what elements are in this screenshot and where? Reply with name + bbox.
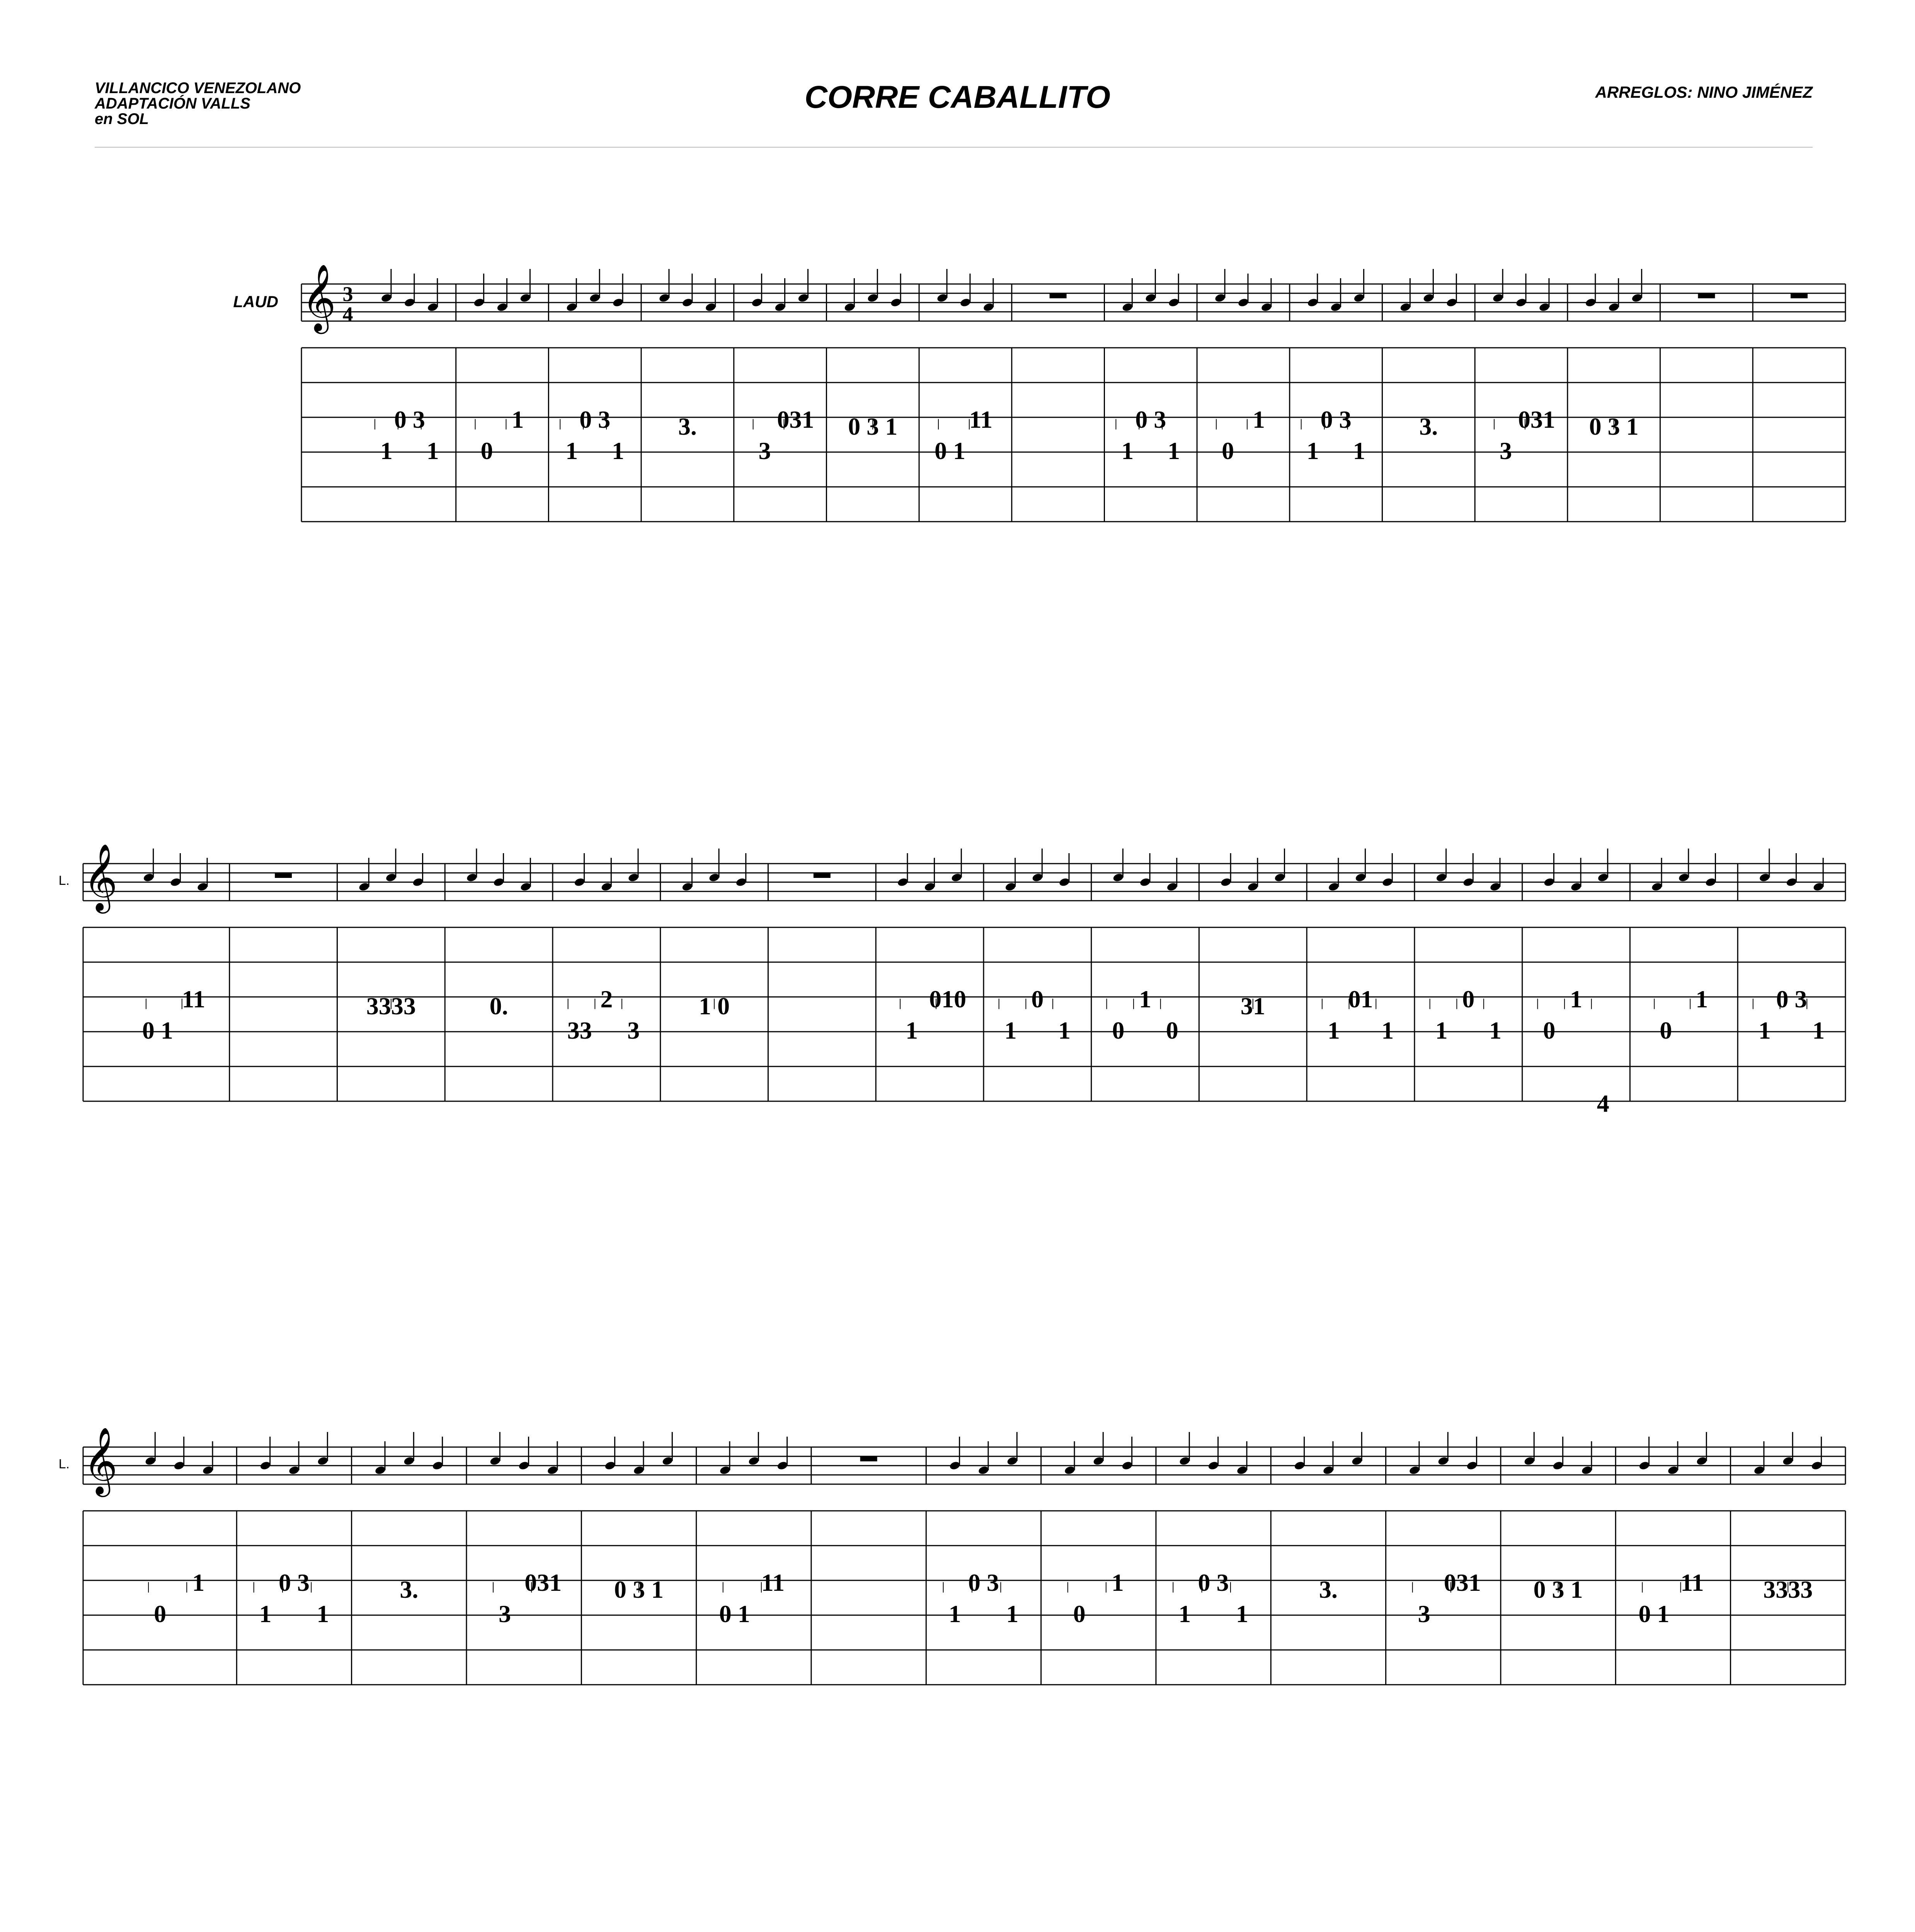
tab-fret-number: 0 (1660, 1017, 1672, 1044)
tab-fret-number: 31 (1240, 992, 1265, 1020)
tab-fret-number: 1 (1327, 1017, 1340, 1044)
treble-clef-icon: 𝄞 (301, 264, 336, 331)
subtitle-line-1: VILLANCICO VENEZOLANO (95, 80, 301, 97)
tab-fret-number: 1 (511, 406, 524, 433)
tab-fret-number: 11 (969, 406, 993, 433)
whole-rest-icon (1698, 293, 1715, 298)
tab-fret-number: 0 3 (279, 1569, 310, 1596)
tab-fret-number: 0 3 1 (848, 413, 898, 440)
subtitle-line-3: en SOL (95, 111, 149, 128)
instrument-label: LAUD (233, 293, 278, 311)
tab-fret-number: 1 (1139, 985, 1152, 1013)
tab-fret-number: 0 3 (1776, 985, 1807, 1013)
treble-clef-icon: 𝄞 (83, 1427, 118, 1494)
tab-fret-number: 11 (761, 1569, 785, 1596)
tab-fret-number: 0 3 1 (614, 1576, 664, 1603)
tab-fret-number: 031 (524, 1569, 562, 1596)
tab-fret-number: 1 (1353, 437, 1365, 464)
whole-rest-icon (860, 1456, 877, 1461)
tab-fret-number: 0 3 (1135, 406, 1166, 433)
tab-fret-number: 11 (182, 985, 206, 1013)
tab-fret-number: 1 (259, 1600, 272, 1628)
tab-fret-number: 1 (565, 437, 578, 464)
tab-fret-number: 1 (1004, 1017, 1017, 1044)
tab-fret-number: 0 (1073, 1600, 1086, 1628)
tab-fret-number: 0 (1222, 437, 1234, 464)
tab-fret-number: 1 (1812, 1017, 1825, 1044)
tab-fret-number: 0 (1166, 1017, 1178, 1044)
tab-fret-number: 0 3 (1198, 1569, 1229, 1596)
tab-fret-number: 3333 (1763, 1576, 1813, 1603)
tab-fret-number: 1 (1111, 1569, 1124, 1596)
tab-fret-number: 11 (1680, 1569, 1704, 1596)
tab-fret-number: 1 (612, 437, 625, 464)
tab-fret-number: 3 (499, 1600, 511, 1628)
tab-fret-number: 0 1 (719, 1600, 750, 1628)
tab-fret-number: 0 1 (142, 1017, 173, 1044)
tab-fret-number: 0 3 1 (1533, 1576, 1583, 1603)
tab-fret-number: 3333 (366, 992, 416, 1020)
tab-fret-number: 2 (600, 985, 613, 1013)
tab-fret-number: 1 (1570, 985, 1583, 1013)
tab-fret-number: 1 (1435, 1017, 1448, 1044)
tab-fret-number: 3. (400, 1576, 419, 1603)
tab-fret-number: 1 (1178, 1600, 1191, 1628)
tab-fret-number: 1 (1121, 437, 1134, 464)
tab-fret-number: 0 (1031, 985, 1044, 1013)
tab-fret-number: 3 (627, 1017, 640, 1044)
tab-fret-number: 0 1 (935, 437, 966, 464)
tab-fret-number: 1 (1381, 1017, 1394, 1044)
tab-fret-number: 1 (317, 1600, 329, 1628)
tab-fret-number: 0. (489, 992, 508, 1020)
tab-fret-number: 0 3 (1320, 406, 1352, 433)
tab-fret-number: 1 (1306, 437, 1319, 464)
time-signature-bottom: 4 (342, 303, 353, 326)
tab-fret-number: 0 3 (968, 1569, 999, 1596)
tab-fret-number: 01 (1348, 985, 1373, 1013)
tab-fret-number: 031 (1518, 406, 1556, 433)
whole-rest-icon (1050, 293, 1067, 298)
whole-rest-icon (814, 872, 831, 878)
tab-fret-number: 1 0 (699, 992, 730, 1020)
tab-fret-number: 3. (1419, 413, 1438, 440)
tab-fret-number: 3. (678, 413, 697, 440)
tab-fret-number: 0 (1112, 1017, 1125, 1044)
whole-rest-icon (275, 872, 292, 878)
tab-fret-number: 1 (1006, 1600, 1019, 1628)
instrument-label: L. (58, 873, 70, 888)
whole-rest-icon (1791, 293, 1808, 298)
tab-fret-number: 1 (1058, 1017, 1071, 1044)
tab-fret-number: 0 (154, 1600, 167, 1628)
tab-fret-number: 1 (426, 437, 439, 464)
tab-fret-number: 1 (948, 1600, 961, 1628)
tab-fret-number: 1 (1758, 1017, 1771, 1044)
tab-fret-number: 1 (1695, 985, 1708, 1013)
tab-fret-number: 0 3 (394, 406, 425, 433)
tab-fret-number: 3 (1500, 437, 1512, 464)
tab-fret-number: 1 (1236, 1600, 1248, 1628)
tab-fret-number: 0 (1543, 1017, 1556, 1044)
tab-fret-number: 3 (758, 437, 771, 464)
tab-fret-number: 1 (380, 437, 393, 464)
tab-fret-number: 0 3 (579, 406, 611, 433)
tab-fret-number: 1 (1252, 406, 1265, 433)
tab-fret-number: 4 (1597, 1090, 1609, 1117)
tab-fret-number: 1 (192, 1569, 205, 1596)
tab-fret-number: 031 (777, 406, 814, 433)
subtitle-line-2: ADAPTACIÓN VALLS (95, 95, 250, 112)
treble-clef-icon: 𝄞 (83, 844, 118, 911)
tab-fret-number: 3 (1418, 1600, 1430, 1628)
tab-fret-number: 3. (1319, 1576, 1338, 1603)
instrument-label: L. (58, 1457, 70, 1471)
tab-fret-number: 0 3 1 (1589, 413, 1639, 440)
arranger-credit: ARREGLOS: NINO JIMÉNEZ (1595, 83, 1813, 101)
time-signature-top: 3 (342, 282, 353, 306)
tab-fret-number: 1 (1489, 1017, 1502, 1044)
tab-fret-number: 0 (480, 437, 493, 464)
tab-fret-number: 0 1 (1638, 1600, 1670, 1628)
tab-fret-number: 1 (1168, 437, 1180, 464)
tab-fret-number: 0 (1462, 985, 1475, 1013)
tab-fret-number: 33 (567, 1017, 592, 1044)
tab-fret-number: 031 (1443, 1569, 1481, 1596)
tab-fret-number: 1 (906, 1017, 918, 1044)
page-title: CORRE CABALLITO (804, 80, 1111, 115)
tab-fret-number: 010 (929, 985, 967, 1013)
